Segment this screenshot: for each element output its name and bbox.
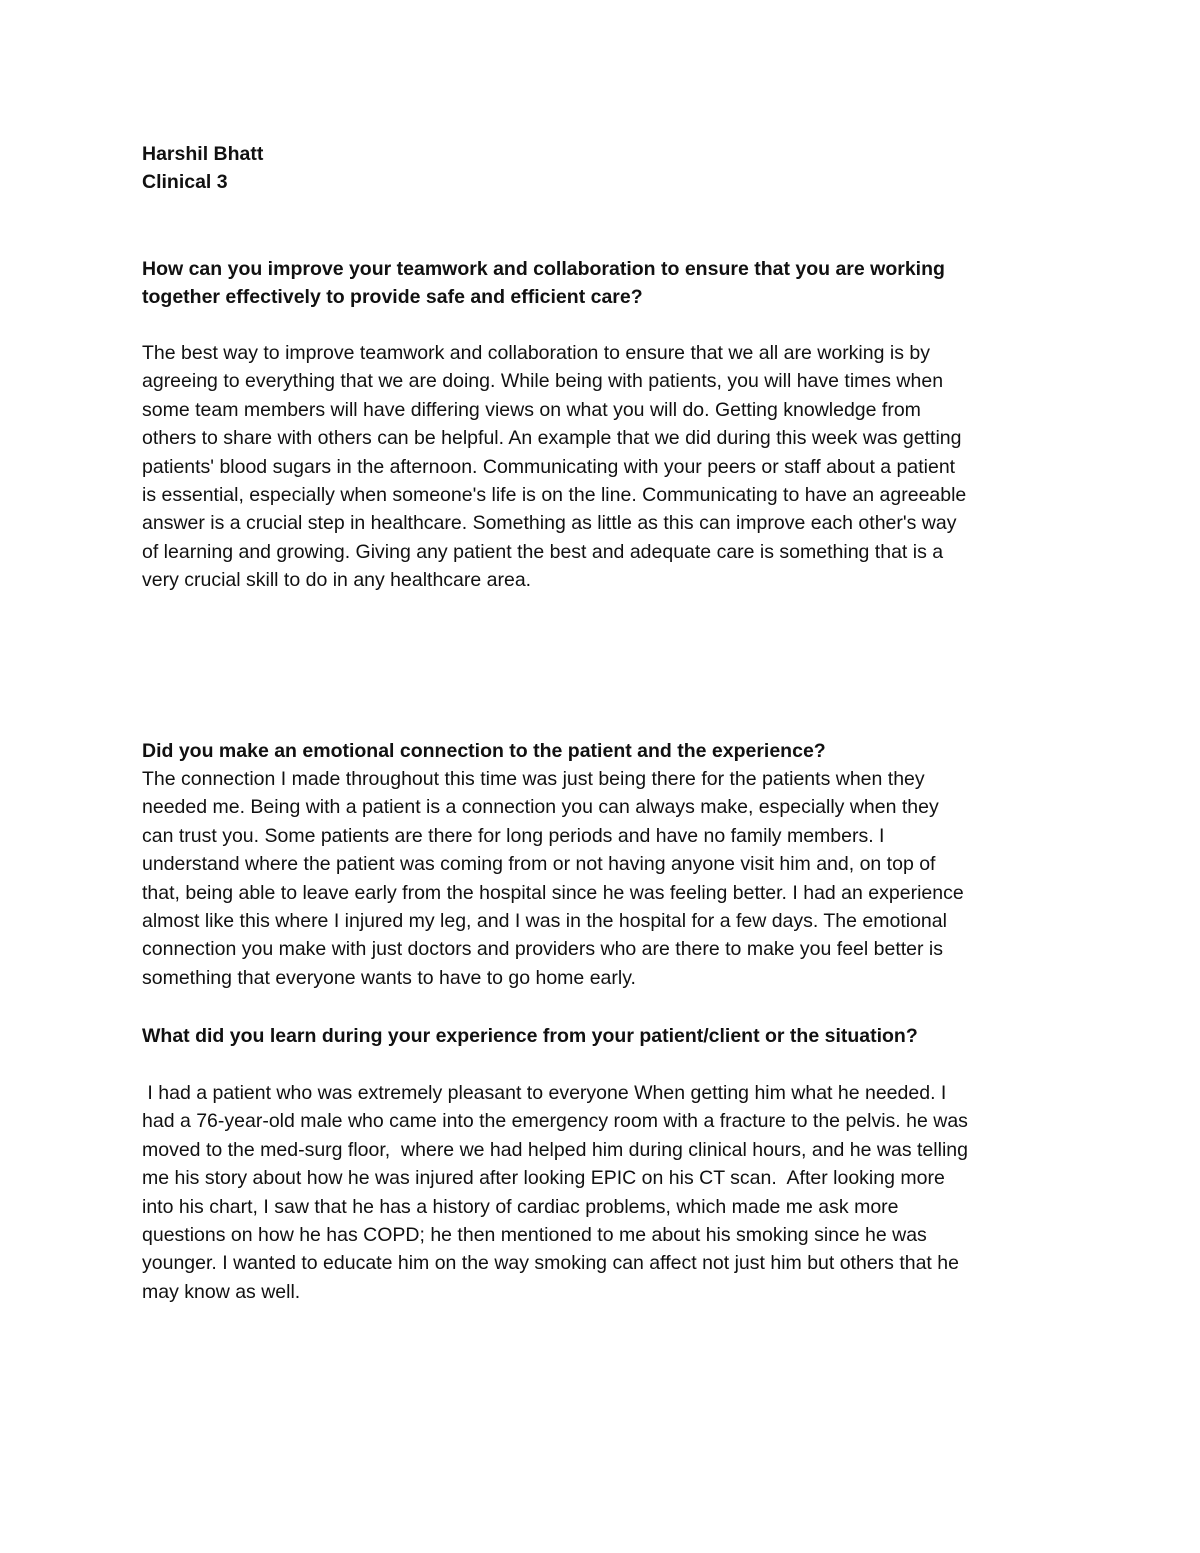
answer-line: had a 76-year-old male who came into the emergency room with a fracture to the pelvis. he was [142, 1110, 968, 1133]
answer-line: some team members will have differing views on what you will do. Getting knowledge from [142, 398, 921, 421]
course-title: Clinical 3 [142, 171, 228, 194]
answer-line: agreeing to everything that we are doing. While being with patients, you will have times when [142, 370, 944, 393]
question-1-heading [142, 255, 1072, 312]
answer-line: is essential, especially when someone's life is on the line. Communicating to have an agreeable [142, 484, 967, 507]
answer-line: me his story about how he was injured after looking EPIC on his CT scan. After looking more [142, 1167, 945, 1190]
answer-line: patients' blood sugars in the afternoon. Communicating with your peers or staff about a patient [142, 455, 956, 478]
answer-line: others to share with others can be helpful. An example that we did during this week was getting [142, 427, 962, 450]
answer-line: of learning and growing. Giving any patient the best and adequate care is something that is a [142, 540, 944, 563]
answer-line: very crucial skill to do in any healthcare area. [142, 569, 532, 592]
answer-line: something that everyone wants to have to go home early. [142, 966, 636, 989]
answer-3-paragraph [142, 1079, 1072, 1306]
answer-line: younger. I wanted to educate him on the way smoking can affect not just him but others that he [142, 1252, 959, 1275]
answer-line: moved to the med-surg floor, where we had helped him during clinical hours, and he was telling [142, 1138, 968, 1161]
answer-line: almost like this where I injured my leg, and I was in the hospital for a few days. The emotional [142, 910, 947, 933]
question-2-heading [142, 737, 1072, 765]
answer-1-paragraph [142, 339, 1072, 595]
answer-line: I had a patient who was extremely pleasant to everyone When getting him what he needed. I [142, 1082, 947, 1104]
document-header [142, 140, 1072, 197]
answer-line: may know as well. [142, 1280, 301, 1303]
answer-line: The connection I made throughout this time was just being there for the patients when they [142, 768, 925, 790]
answer-line: needed me. Being with a patient is a connection you can always make, especially when they [142, 796, 939, 819]
answer-line: questions on how he has COPD; he then mentioned to me about his smoking since he was [142, 1224, 927, 1247]
answer-line: into his chart, I saw that he has a history of cardiac problems, which made me ask more [142, 1195, 899, 1218]
question-line: How can you improve your teamwork and collaboration to ensure that you are working [142, 258, 945, 280]
question-3-heading [142, 1022, 1072, 1050]
question-line: together effectively to provide safe and efficient care? [142, 286, 643, 309]
answer-line: The best way to improve teamwork and collaboration to ensure that we all are working is by [142, 342, 930, 364]
answer-line: understand where the patient was coming from or not having anyone visit him and, on top of [142, 853, 936, 876]
question-line: Did you make an emotional connection to the patient and the experience? [142, 740, 826, 762]
answer-2-paragraph [142, 765, 1072, 992]
answer-line: answer is a crucial step in healthcare. Something as little as this can improve each other's way [142, 512, 957, 535]
answer-line: that, being able to leave early from the hospital since he was feeling better. I had an experience [142, 881, 964, 904]
question-line: What did you learn during your experience from your patient/client or the situation? [142, 1025, 918, 1047]
author-name: Harshil Bhatt [142, 143, 264, 165]
answer-line: connection you make with just doctors and providers who are there to make you feel better is [142, 938, 944, 961]
answer-line: can trust you. Some patients are there for long periods and have no family members. I [142, 824, 885, 847]
